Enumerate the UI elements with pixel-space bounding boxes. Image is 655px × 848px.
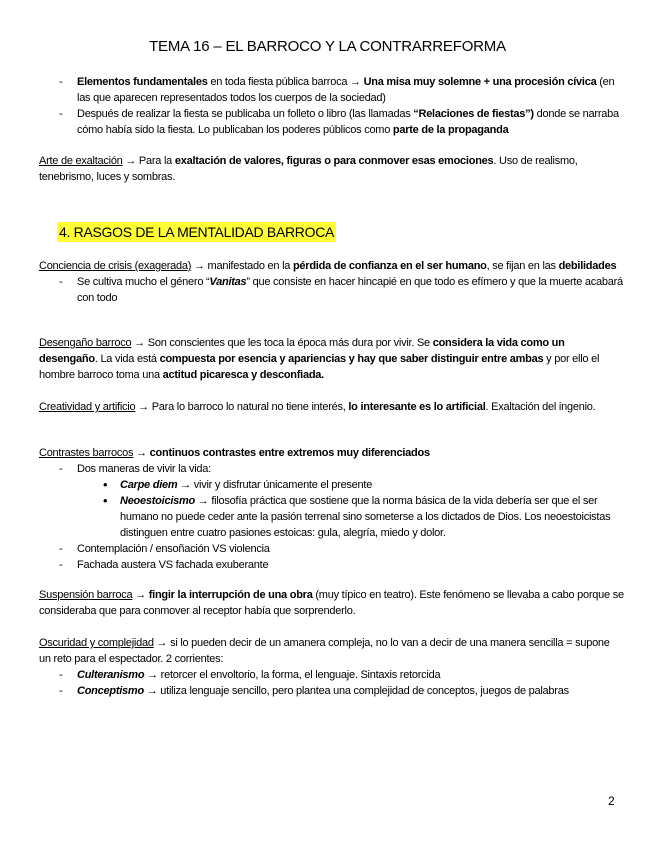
creatividad-paragraph: Creatividad y artificio → Para lo barroco lo natural no tiene interés, lo interesante es lo artificial. Exaltación del ingenio. [39,401,596,413]
page-number: 2 [608,794,615,808]
list-item: - Dos maneras de vivir la vida: [59,463,211,475]
bullet-item: • Carpe diem → vivir y disfrutar únicamente el presente [103,477,373,492]
section-heading: 4. RASGOS DE LA MENTALIDAD BARROCA [59,224,335,240]
list-item: - Culteranismo → retorcer el envoltorio, la forma, el lenguaje. Sintaxis retorcida [59,669,441,681]
list-item: - Se cultiva mucho el género “Vanitas” que consiste en hacer hincapié en que todo es efímero y que la muerte acabará con todo [59,276,623,304]
term-oscuridad: Oscuridad y complejidad [39,637,154,649]
term-suspension: Suspensión barroca [39,589,133,601]
oscuridad-paragraph: Oscuridad y complejidad → si lo pueden decir de un amanera compleja, no lo van a decir de una manera sencilla = supone un reto para el espectador. 2 corrientes: - Culteranismo → retorcer el envoltorio, la forma, el lenguaje. Sintaxis retorcida - Conceptismo → utiliza lenguaje sencillo, pero plantea una complejidad de conceptos, juegos de palabras [39,635,624,699]
list-item: - Elementos fundamentales en toda fiesta pública barroca → Una misa muy solemne + una procesión cívica (en las que aparecen representados todos los cuerpos de la sociedad) [59,76,615,104]
term-desengano: Desengaño barroco [39,337,132,349]
list-item: - Después de realizar la fiesta se publicaba un folleto o libro (las llamadas “Relaciones de fiestas”) donde se narraba cómo había sido la fiesta. Lo publicaban los poderes públicos como parte de la propaganda [59,108,619,136]
arte-exaltacion-paragraph: Arte de exaltación → Para la exaltación de valores, figuras o para conmover esas emociones. Uso de realismo, tenebrismo, luces y sombras. [39,155,578,183]
fiesta-list [39,74,624,138]
bullet-item: • Neoestoicismo → filosofía práctica que sostiene que la norma básica de la vida debería ser que el ser humano no puede ceder ante la pasión terrenal sino someterse a los dictados de Dios. Los neoestoicistas distinguen entre cuatro pasiones estoicas: gula, alegría, miedo y dolor. [103,493,611,539]
term-arte-exaltacion: Arte de exaltación [39,155,123,167]
suspension-paragraph: Suspensión barroca → fingir la interrupción de una obra (muy típico en teatro). Este fenómeno se llevaba a cabo porque se consideraba que para conmover al receptor había que sorprenderlo. [39,589,624,617]
list-item: - Contemplación / ensoñación VS violencia [59,543,270,555]
term-conciencia-crisis: Conciencia de crisis (exagerada) [39,260,192,272]
page-title: TEMA 16 – EL BARROCO Y LA CONTRARREFORMA [149,38,506,55]
contrastes-paragraph: Contrastes barrocos → continuos contrastes entre extremos muy diferenciados - Dos maneras de vivir la vida: • Carpe diem → vivir y disfrutar únicamente el presente • Neoestoicismo → filosofía práctica que sostiene que la norma básica de la vida debería ser que el ser humano no puede ceder ante la pasión terrenal sino someterse a los dictados de Dios. Los neoestoicistas distinguen entre cuatro pasiones estoicas: gula, alegría, miedo y dolor. - Contemplación / ensoñación VS violencia - Fachada austera VS fachada exuberante [39,445,624,573]
term-contrastes: Contrastes barrocos [39,447,134,459]
list-item: - Conceptismo → utiliza lenguaje sencillo, pero plantea una complejidad de conceptos, juegos de palabras [59,685,569,697]
conciencia-paragraph: Conciencia de crisis (exagerada) → manifestado en la pérdida de confianza en el ser humano, se fijan en las debilidades - Se cultiva mucho el género “Vanitas” que consiste en hacer hincapié en que todo es efímero y que la muerte acabará con todo [39,260,623,304]
term-creatividad: Creatividad y artificio [39,401,136,413]
list-item: - Fachada austera VS fachada exuberante [59,559,269,571]
desengano-paragraph: Desengaño barroco → Son conscientes que les toca la época más dura por vivir. Se considera la vida como un desengaño. La vida está compuesta por esencia y apariencias y hay que saber distinguir entre ambas y por ello el hombre barroco toma una actitud picaresca y desconfiada. [39,337,600,381]
